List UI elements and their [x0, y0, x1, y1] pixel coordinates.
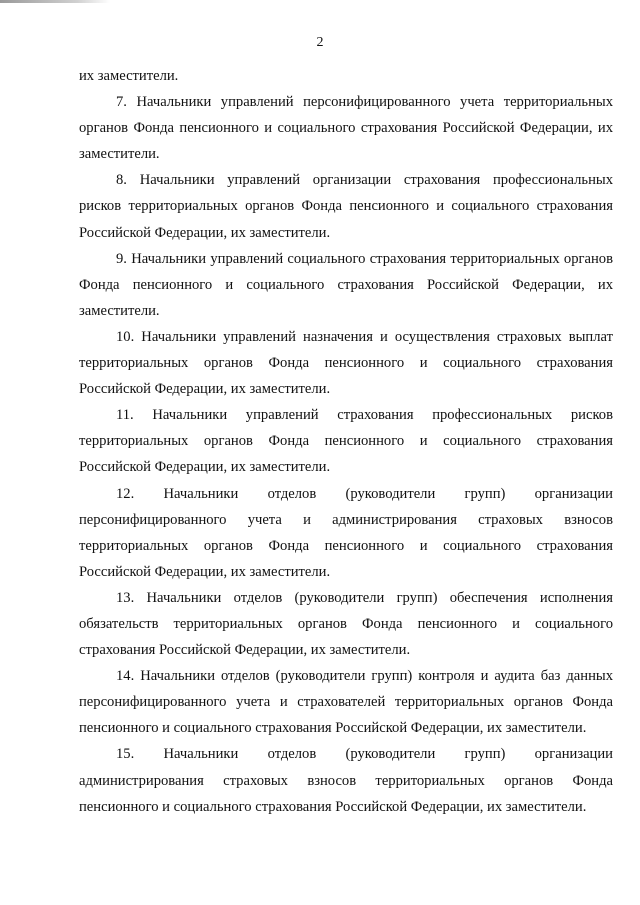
- list-item-11: 11. Начальники управлений страхования профессиональных рисков территориальных органов Фонда пенсионного и социального страхования Российской Федерации, их заместители.: [79, 407, 613, 476]
- document-body: [79, 63, 613, 820]
- list-item-7: 7. Начальники управлений персонифицированного учета территориальных органов Фонда пенсионного и социального страхования Российской Федерации, их заместители.: [79, 94, 613, 163]
- scan-edge-artifact: [0, 0, 110, 3]
- page-number: 2: [316, 35, 324, 50]
- list-item-15: 15. Начальники отделов (руководители групп) организации администрирования страховых взносов территориальных органов Фонда пенсионного и социального страхования Российской Федерации, их заместители.: [79, 746, 613, 815]
- list-item-12: 12. Начальники отделов (руководители групп) организации персонифицированного учета и администрирования страховых взносов территориальных органов Фонда пенсионного и социального страхования Российской Федерации, их заместители.: [79, 485, 613, 580]
- list-item-8: 8. Начальники управлений организации страхования профессиональных рисков территориальных органов Фонда пенсионного и социального страхования Российской Федерации, их заместители.: [79, 172, 613, 241]
- list-item-14: 14. Начальники отделов (руководители групп) контроля и аудита баз данных персонифицированного учета и страхователей территориальных органов Фонда пенсионного и социального страхования Российской Федерации, их заместители.: [79, 668, 613, 737]
- continuation-text: их заместители.: [79, 68, 179, 84]
- list-item-9: 9. Начальники управлений социального страхования территориальных органов Фонда пенсионного и социального страхования Российской Федерации, их заместители.: [79, 250, 613, 319]
- list-item-10: 10. Начальники управлений назначения и осуществления страховых выплат территориальных органов Фонда пенсионного и социального страхования Российской Федерации, их заместители.: [79, 328, 613, 398]
- list-item-13: 13. Начальники отделов (руководители групп) обеспечения исполнения обязательств территориальных органов Фонда пенсионного и социального страхования Российской Федерации, их заместители.: [79, 589, 613, 659]
